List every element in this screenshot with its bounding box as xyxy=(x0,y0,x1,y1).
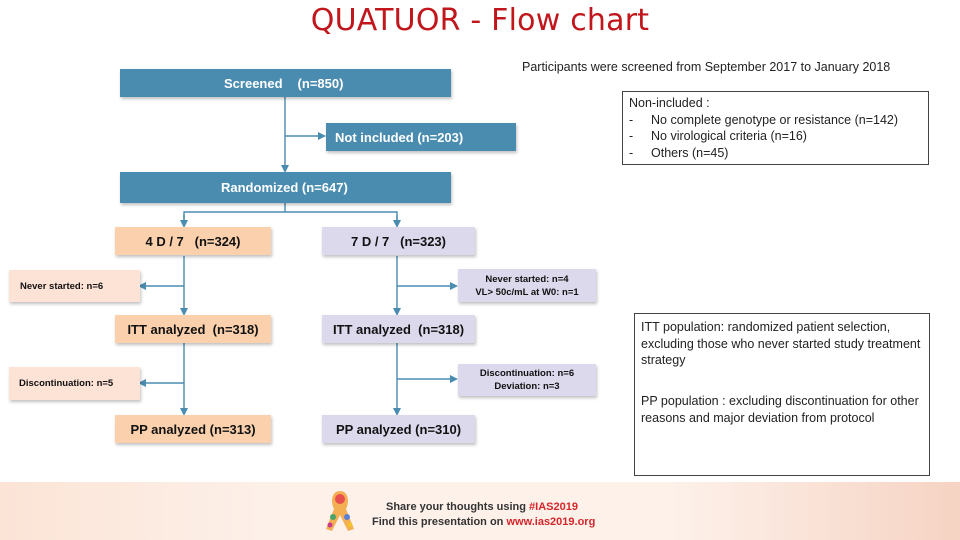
footer-share-text: Share your thoughts using #IAS2019 xyxy=(386,501,578,513)
vl-threshold-label: VL> 50c/mL at W0: n=1 xyxy=(475,286,579,298)
footer-find-text: Find this presentation on www.ias2019.org xyxy=(372,516,596,528)
non-included-item-virological: No virological criteria (n=16) xyxy=(651,129,807,144)
non-included-item-genotype: No complete genotype or resistance (n=142) xyxy=(651,112,899,127)
discontinuation-right-box xyxy=(458,364,596,396)
non-included-heading: Non-included : xyxy=(629,96,710,110)
randomized-label: Randomized (n=647) xyxy=(221,180,348,195)
arm-7d-label: 7 D / 7 (n=323) xyxy=(350,233,446,249)
screening-period-text: Participants were screened from September 2017 to January 2018 xyxy=(522,60,891,74)
arm-7d-box xyxy=(322,227,475,255)
screened-count: (n=850) xyxy=(297,75,344,91)
arm-4d-box xyxy=(115,227,271,255)
non-included-item-others: Others (n=45) xyxy=(651,146,729,161)
screened-box xyxy=(120,69,451,97)
non-included-item: - No virological criteria (n=16) xyxy=(629,129,807,144)
pp-right-box xyxy=(322,415,475,443)
never-started-left-box xyxy=(9,270,140,302)
page-title: QUATUOR - Flow chart xyxy=(310,3,650,38)
arrow-randomized-split xyxy=(184,212,397,226)
conference-url-link[interactable]: www.ias2019.org xyxy=(506,516,596,528)
itt-population-text: ITT population: randomized patient selection, excluding those who never started study treatment strategy xyxy=(641,320,921,368)
randomized-box xyxy=(120,172,451,203)
itt-right-box xyxy=(322,315,475,343)
never-started-left-label: Never started: n=6 xyxy=(20,280,104,292)
not-included-label: Not included (n=203) xyxy=(335,129,464,145)
discontinuation-left-box xyxy=(9,367,140,400)
never-started-right-label: Never started: n=4 xyxy=(485,273,569,285)
screened-label: Screened xyxy=(224,75,283,91)
non-included-item: - No complete genotype or resistance (n=142) xyxy=(629,112,899,127)
pp-right-label: PP analyzed (n=310) xyxy=(335,421,462,437)
itt-right-label: ITT analyzed (n=318) xyxy=(332,321,465,337)
pp-left-label: PP analyzed (n=313) xyxy=(130,421,256,437)
never-started-right-box xyxy=(458,269,596,302)
pp-population-text: PP population : excluding discontinuation for other reasons and major deviation from protocol xyxy=(641,394,919,425)
discontinuation-right-label: Discontinuation: n=6 xyxy=(479,368,575,379)
non-included-note xyxy=(622,91,929,165)
deviation-right-label: Deviation: n=3 xyxy=(494,381,560,392)
ribbon-logo-icon xyxy=(318,487,362,535)
discontinuation-left-label: Discontinuation: n=5 xyxy=(19,378,114,389)
non-included-item: - Others (n=45) xyxy=(629,146,729,161)
itt-left-label: ITT analyzed (n=318) xyxy=(127,321,259,337)
arm-4d-label: 4 D / 7 (n=324) xyxy=(145,233,241,249)
population-definitions-note xyxy=(634,313,930,476)
hashtag-link[interactable]: #IAS2019 xyxy=(529,501,578,513)
not-included-box xyxy=(326,123,516,151)
itt-left-box xyxy=(115,315,271,343)
pp-left-box xyxy=(115,415,271,443)
